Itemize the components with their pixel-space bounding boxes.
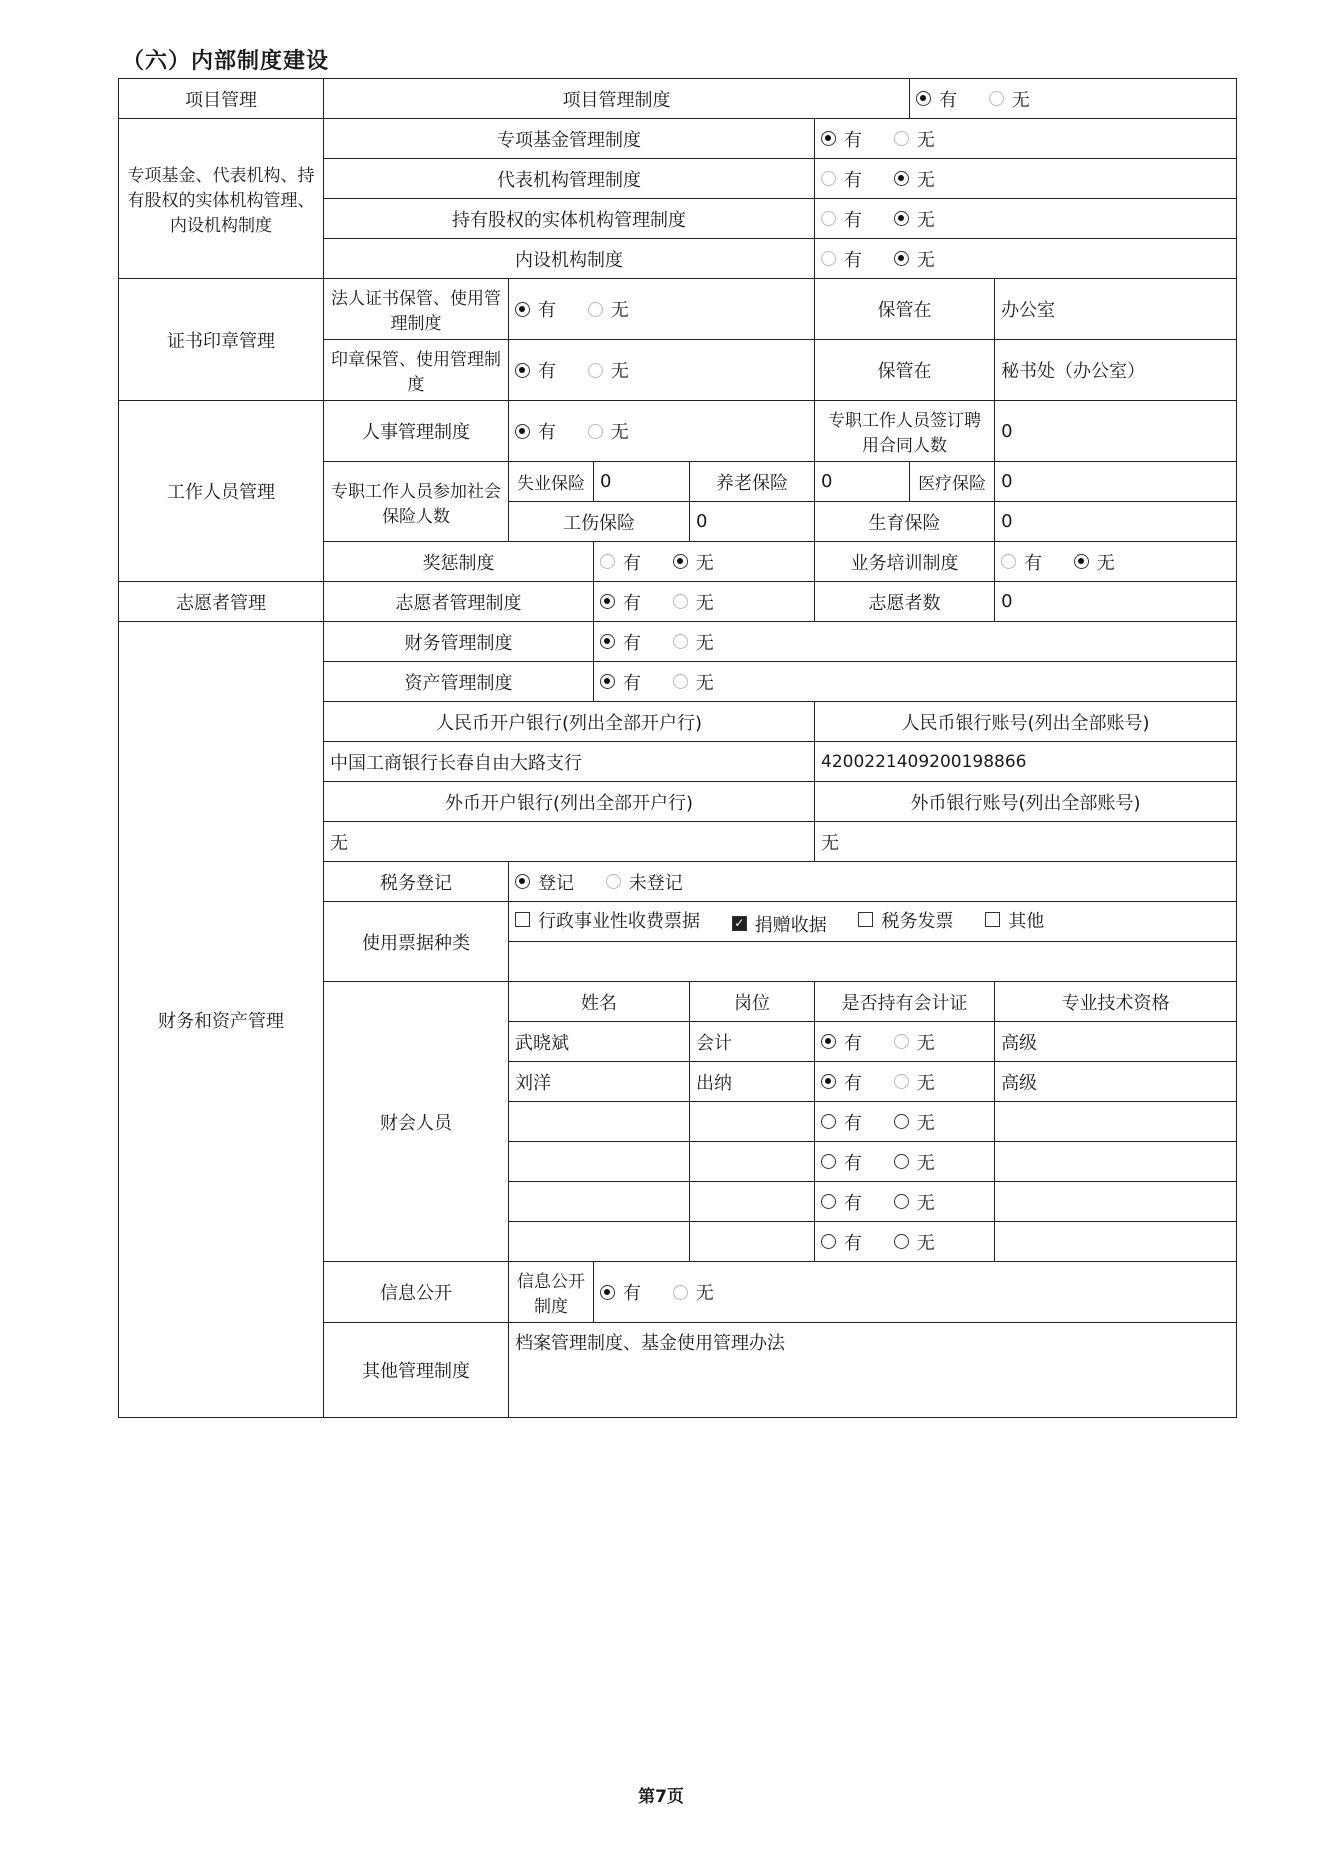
training-value: 有 无 — [995, 542, 1237, 582]
internal-system-form — [118, 78, 1237, 1418]
accountant-post[interactable] — [690, 1182, 815, 1222]
accountant-cert: 有 无 — [815, 1182, 995, 1222]
bill-extra[interactable] — [509, 942, 1237, 982]
accountant-post[interactable] — [690, 1142, 815, 1182]
bill-tax-invoice-checkbox[interactable] — [858, 912, 873, 927]
pension-value: 0 — [815, 462, 910, 502]
accountant-cert: 有 无 — [815, 1022, 995, 1062]
training-yes-radio[interactable] — [1001, 554, 1016, 569]
training-label: 业务培训制度 — [815, 542, 995, 582]
seal-system-label: 印章保管、使用管理制度 — [324, 340, 509, 401]
staff-category: 工作人员管理 — [119, 401, 324, 582]
accountant-cert: 有 无 — [815, 1062, 995, 1102]
section-title: （六）内部制度建设 — [122, 49, 330, 74]
hr-system-label: 人事管理制度 — [324, 401, 509, 462]
cert4-yes-radio[interactable] — [821, 1154, 836, 1169]
fx-account-header: 外币银行账号(列出全部账号) — [815, 782, 1237, 822]
accountant-cert: 有 无 — [815, 1102, 995, 1142]
volunteer-count-value: 0 — [995, 582, 1237, 622]
accountant-name[interactable] — [509, 1182, 690, 1222]
reward-value: 有 无 — [594, 542, 815, 582]
special-funds-category: 专项基金、代表机构、持有股权的实体机构管理、内设机构制度 — [119, 119, 324, 279]
accountant-name[interactable] — [509, 1102, 690, 1142]
special-fund-value: 有 无 — [815, 119, 1237, 159]
accountant-header-cert: 是否持有会计证 — [815, 982, 995, 1022]
accountant-post[interactable]: 出纳 — [690, 1062, 815, 1102]
bill-options: 行政事业性收费票据 ✓ 捐赠收据 税务发票 其他 — [509, 902, 1237, 942]
injury-value: 0 — [690, 502, 815, 542]
volunteer-system-label: 志愿者管理制度 — [324, 582, 594, 622]
fx-account-value: 无 — [815, 822, 1237, 862]
special-fund-yes-radio[interactable] — [821, 131, 836, 146]
volunteer-system-value: 有 无 — [594, 582, 815, 622]
fx-bank-header: 外币开户银行(列出全部开户行) — [324, 782, 815, 822]
tax-unregistered-radio[interactable] — [606, 874, 621, 889]
unemployment-value: 0 — [594, 462, 690, 502]
special-fund-no-radio[interactable] — [894, 131, 909, 146]
hr-system-value: 有 无 — [509, 401, 815, 462]
asset-system-value: 有 无 — [594, 662, 1237, 702]
representative-no-radio[interactable] — [894, 171, 909, 186]
project-category: 项目管理 — [119, 79, 324, 119]
volunteer-no-radio[interactable] — [673, 594, 688, 609]
cert2-no-radio[interactable] — [894, 1074, 909, 1089]
pension-label: 养老保险 — [690, 462, 815, 502]
accountant-post[interactable] — [690, 1222, 815, 1262]
asset-yes-radio[interactable] — [600, 674, 615, 689]
cert-yes-radio[interactable] — [515, 302, 530, 317]
cert3-no-radio[interactable] — [894, 1114, 909, 1129]
contract-count-label: 专职工作人员签订聘用合同人数 — [815, 401, 995, 462]
cert5-yes-radio[interactable] — [821, 1194, 836, 1209]
seal-no-radio[interactable] — [588, 363, 603, 378]
cert-no-radio[interactable] — [588, 302, 603, 317]
accountant-title[interactable] — [995, 1182, 1237, 1222]
equity-entity-no-radio[interactable] — [894, 211, 909, 226]
injury-label: 工伤保险 — [509, 502, 690, 542]
accountant-cert: 有 无 — [815, 1142, 995, 1182]
accountant-title[interactable] — [995, 1142, 1237, 1182]
representative-yes-radio[interactable] — [821, 171, 836, 186]
cert-keeper-value: 办公室 — [995, 279, 1237, 340]
accountant-title[interactable] — [995, 1102, 1237, 1142]
volunteer-count-label: 志愿者数 — [815, 582, 995, 622]
internal-org-value: 有 无 — [815, 239, 1237, 279]
tax-registered-radio[interactable] — [515, 874, 530, 889]
internal-org-label: 内设机构制度 — [324, 239, 815, 279]
bill-donation-checkbox[interactable]: ✓ — [732, 916, 747, 931]
project-system-value: 有 无 — [910, 79, 1237, 119]
cert1-yes-radio[interactable] — [821, 1034, 836, 1049]
accountant-title[interactable]: 高级 — [995, 1062, 1237, 1102]
maternity-label: 生育保险 — [815, 502, 995, 542]
cert-keeper-label: 保管在 — [815, 279, 995, 340]
cert5-no-radio[interactable] — [894, 1194, 909, 1209]
internal-org-no-radio[interactable] — [894, 251, 909, 266]
seal-system-value: 有 无 — [509, 340, 815, 401]
special-fund-label: 专项基金管理制度 — [324, 119, 815, 159]
unemployment-label: 失业保险 — [509, 462, 594, 502]
accountant-name[interactable]: 武晓斌 — [509, 1022, 690, 1062]
tax-label: 税务登记 — [324, 862, 509, 902]
accountant-name[interactable] — [509, 1142, 690, 1182]
rmb-bank-header: 人民币开户银行(列出全部开户行) — [324, 702, 815, 742]
training-no-radio[interactable] — [1074, 554, 1089, 569]
volunteer-category: 志愿者管理 — [119, 582, 324, 622]
info-no-radio[interactable] — [673, 1285, 688, 1300]
project-no-radio[interactable] — [989, 91, 1004, 106]
info-yes-radio[interactable] — [600, 1285, 615, 1300]
finance-system-value: 有 无 — [594, 622, 1237, 662]
accountant-cert: 有 无 — [815, 1222, 995, 1262]
accountant-title[interactable]: 高级 — [995, 1022, 1237, 1062]
equity-entity-value: 有 无 — [815, 199, 1237, 239]
seal-yes-radio[interactable] — [515, 363, 530, 378]
cert6-no-radio[interactable] — [894, 1234, 909, 1249]
representative-label: 代表机构管理制度 — [324, 159, 815, 199]
representative-value: 有 无 — [815, 159, 1237, 199]
finance-no-radio[interactable] — [673, 634, 688, 649]
medical-label: 医疗保险 — [910, 462, 995, 502]
page-number: 第7页 — [638, 1787, 684, 1807]
cert-system-value: 有 无 — [509, 279, 815, 340]
fx-bank-value: 无 — [324, 822, 815, 862]
finance-system-label: 财务管理制度 — [324, 622, 594, 662]
cert4-no-radio[interactable] — [894, 1154, 909, 1169]
seal-keeper-value: 秘书处（办公室） — [995, 340, 1237, 401]
accountant-header-post: 岗位 — [690, 982, 815, 1022]
equity-entity-label: 持有股权的实体机构管理制度 — [324, 199, 815, 239]
hr-no-radio[interactable] — [588, 424, 603, 439]
cert2-yes-radio[interactable] — [821, 1074, 836, 1089]
insurance-label: 专职工作人员参加社会保险人数 — [324, 462, 509, 542]
accountants-label: 财会人员 — [324, 982, 509, 1262]
rmb-account-header: 人民币银行账号(列出全部账号) — [815, 702, 1237, 742]
hr-yes-radio[interactable] — [515, 424, 530, 439]
cert-system-label: 法人证书保管、使用管理制度 — [324, 279, 509, 340]
accountant-title[interactable] — [995, 1222, 1237, 1262]
info-value: 有 无 — [594, 1262, 1237, 1323]
rmb-account-value: 4200221409200198866 — [815, 742, 1237, 782]
medical-value: 0 — [995, 462, 1237, 502]
accountant-post[interactable]: 会计 — [690, 1022, 815, 1062]
accountant-header-name: 姓名 — [509, 982, 690, 1022]
asset-system-label: 资产管理制度 — [324, 662, 594, 702]
reward-yes-radio[interactable] — [600, 554, 615, 569]
info-sub-label: 信息公开制度 — [509, 1262, 594, 1323]
certificates-category: 证书印章管理 — [119, 279, 324, 401]
accountant-name[interactable] — [509, 1222, 690, 1262]
accountant-header-title: 专业技术资格 — [995, 982, 1237, 1022]
contract-count-value: 0 — [995, 401, 1237, 462]
asset-no-radio[interactable] — [673, 674, 688, 689]
cert3-yes-radio[interactable] — [821, 1114, 836, 1129]
project-yes-radio[interactable] — [916, 91, 931, 106]
internal-org-yes-radio[interactable] — [821, 251, 836, 266]
tax-value: 登记 未登记 — [509, 862, 1237, 902]
rmb-bank-value: 中国工商银行长春自由大路支行 — [324, 742, 815, 782]
finance-yes-radio[interactable] — [600, 634, 615, 649]
other-label: 其他管理制度 — [324, 1323, 509, 1418]
volunteer-yes-radio[interactable] — [600, 594, 615, 609]
cert1-no-radio[interactable] — [894, 1034, 909, 1049]
cert6-yes-radio[interactable] — [821, 1234, 836, 1249]
project-system-label: 项目管理制度 — [324, 79, 910, 119]
bill-other-checkbox[interactable] — [985, 912, 1000, 927]
reward-label: 奖惩制度 — [324, 542, 594, 582]
bill-admin-checkbox[interactable] — [515, 912, 530, 927]
equity-entity-yes-radio[interactable] — [821, 211, 836, 226]
info-label: 信息公开 — [324, 1262, 509, 1323]
maternity-value: 0 — [995, 502, 1237, 542]
seal-keeper-label: 保管在 — [815, 340, 995, 401]
other-value[interactable]: 档案管理制度、基金使用管理办法 — [509, 1323, 1237, 1418]
accountant-post[interactable] — [690, 1102, 815, 1142]
bill-label: 使用票据种类 — [324, 902, 509, 982]
accountant-name[interactable]: 刘洋 — [509, 1062, 690, 1102]
reward-no-radio[interactable] — [673, 554, 688, 569]
finance-category: 财务和资产管理 — [119, 622, 324, 1418]
